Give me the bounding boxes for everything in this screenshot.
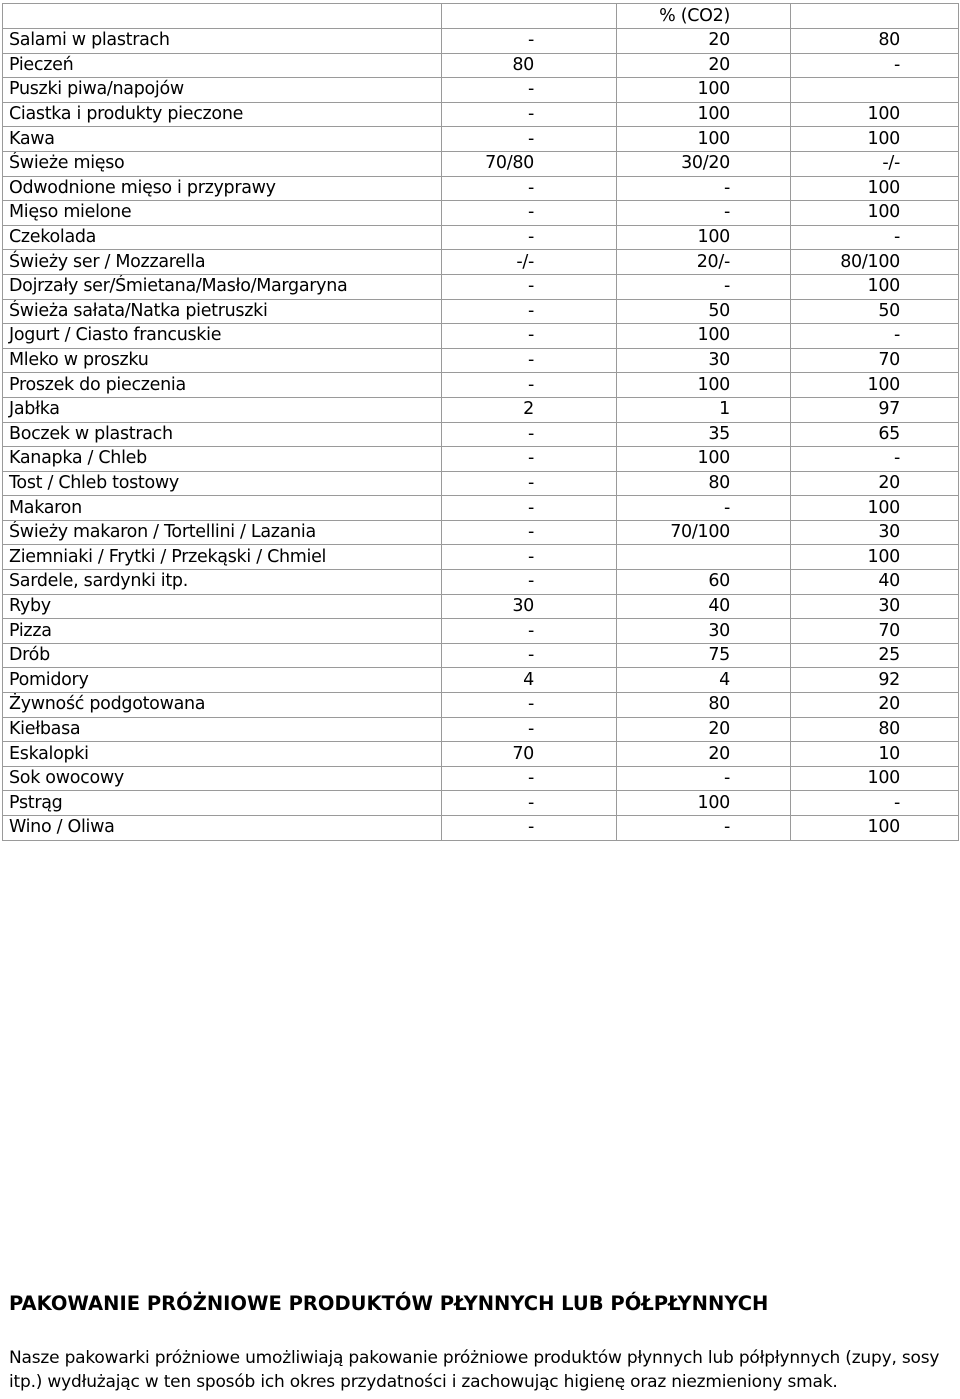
product-name-cell: Boczek w plastrach [3, 422, 442, 447]
value-cell-col3: - [791, 447, 959, 472]
value-cell-col3: - [791, 225, 959, 250]
product-name-cell: Sardele, sardynki itp. [3, 570, 442, 595]
value-cell-col3: 92 [791, 668, 959, 693]
table-row [3, 594, 959, 619]
product-name-cell: Świeży ser / Mozzarella [3, 250, 442, 275]
value-cell-col3 [791, 78, 959, 103]
value-cell-col1: - [442, 324, 617, 349]
value-cell-col1: - [442, 348, 617, 373]
value-cell-co2: 30 [617, 619, 791, 644]
value-cell-co2: 20 [617, 29, 791, 54]
value-cell-co2: - [617, 274, 791, 299]
value-cell-col3: 10 [791, 742, 959, 767]
value-cell-col3: 70 [791, 619, 959, 644]
table-row [3, 619, 959, 644]
value-cell-col1: - [442, 127, 617, 152]
value-cell-co2: 100 [617, 447, 791, 472]
value-cell-col3: 40 [791, 570, 959, 595]
value-cell-col1: - [442, 274, 617, 299]
table-row [3, 471, 959, 496]
value-cell-col3: 100 [791, 176, 959, 201]
value-cell-col1: - [442, 520, 617, 545]
table-row [3, 250, 959, 275]
value-cell-col1: - [442, 791, 617, 816]
value-cell-col3: 100 [791, 274, 959, 299]
value-cell-col3: 50 [791, 299, 959, 324]
product-name-cell: Pomidory [3, 668, 442, 693]
value-cell-co2: 1 [617, 397, 791, 422]
value-cell-col3: 25 [791, 643, 959, 668]
value-cell-col1: - [442, 545, 617, 570]
table-row [3, 127, 959, 152]
value-cell-col3: 100 [791, 496, 959, 521]
value-cell-co2: 70/100 [617, 520, 791, 545]
value-cell-co2: 100 [617, 225, 791, 250]
table-row [3, 668, 959, 693]
value-cell-col1: -/- [442, 250, 617, 275]
value-cell-col3: 80 [791, 29, 959, 54]
value-cell-co2: 100 [617, 102, 791, 127]
value-cell-col3: - [791, 53, 959, 78]
table-row [3, 643, 959, 668]
product-name-cell: Świeży makaron / Tortellini / Lazania [3, 520, 442, 545]
value-cell-co2: 100 [617, 127, 791, 152]
product-name-cell: Pieczeń [3, 53, 442, 78]
table-row [3, 447, 959, 472]
value-cell-col3: 100 [791, 373, 959, 398]
value-cell-col3: 100 [791, 545, 959, 570]
value-cell-co2: - [617, 176, 791, 201]
value-cell-col1: - [442, 29, 617, 54]
product-name-cell: Ziemniaki / Frytki / Przekąski / Chmiel [3, 545, 442, 570]
value-cell-col1: 80 [442, 53, 617, 78]
value-cell-col3: 97 [791, 397, 959, 422]
value-cell-col3: 100 [791, 201, 959, 226]
table-row [3, 274, 959, 299]
value-cell-co2: 100 [617, 324, 791, 349]
value-cell-col1: - [442, 201, 617, 226]
value-cell-co2 [617, 545, 791, 570]
value-cell-co2: 50 [617, 299, 791, 324]
table-row [3, 766, 959, 791]
product-name-cell: Wino / Oliwa [3, 816, 442, 841]
value-cell-col1: - [442, 717, 617, 742]
value-cell-col1: - [442, 373, 617, 398]
product-name-cell: Kanapka / Chleb [3, 447, 442, 472]
value-cell-col1: 30 [442, 594, 617, 619]
product-name-cell: Pstrąg [3, 791, 442, 816]
value-cell-col1: 2 [442, 397, 617, 422]
value-cell-co2: 60 [617, 570, 791, 595]
value-cell-col1: - [442, 570, 617, 595]
product-name-cell: Ryby [3, 594, 442, 619]
table-row [3, 151, 959, 176]
table-row [3, 348, 959, 373]
product-name-cell: Mleko w proszku [3, 348, 442, 373]
value-cell-co2: 20 [617, 742, 791, 767]
value-cell-col1: 70/80 [442, 151, 617, 176]
table-row [3, 816, 959, 841]
table-row [3, 422, 959, 447]
value-cell-col1: - [442, 619, 617, 644]
value-cell-col1: - [442, 693, 617, 718]
product-name-cell: Proszek do pieczenia [3, 373, 442, 398]
product-name-cell: Świeże mięso [3, 151, 442, 176]
product-name-cell: Makaron [3, 496, 442, 521]
table-row [3, 545, 959, 570]
product-name-cell: Drób [3, 643, 442, 668]
table-row [3, 201, 959, 226]
value-cell-co2: 20 [617, 717, 791, 742]
table-row [3, 791, 959, 816]
section-title: PAKOWANIE PRÓŻNIOWE PRODUKTÓW PŁYNNYCH LUB PÓŁPŁYNNYCH [9, 1292, 769, 1315]
table-row [3, 324, 959, 349]
header-cell-col1 [442, 4, 617, 29]
table-row [3, 53, 959, 78]
value-cell-col1: - [442, 422, 617, 447]
section-text: Nasze pakowarki próżniowe umożliwiają pakowanie próżniowe produktów płynnych lub półpłynnych (zupy, sosy itp.) wydłużając w ten sposób ich okres przydatności i zachowując higienę oraz niezmieniony smak. [9, 1348, 940, 1392]
product-name-cell: Czekolada [3, 225, 442, 250]
product-name-cell: Pizza [3, 619, 442, 644]
table-row [3, 373, 959, 398]
table-row [3, 176, 959, 201]
value-cell-col1: - [442, 471, 617, 496]
value-cell-col1: - [442, 78, 617, 103]
product-name-cell: Puszki piwa/napojów [3, 78, 442, 103]
product-name-cell: Sok owocowy [3, 766, 442, 791]
liquid-packaging-section [9, 1290, 954, 1394]
value-cell-col1: - [442, 225, 617, 250]
value-cell-col3: 100 [791, 766, 959, 791]
value-cell-col3: -/- [791, 151, 959, 176]
value-cell-col3: 20 [791, 693, 959, 718]
value-cell-co2: 100 [617, 373, 791, 398]
value-cell-co2: 80 [617, 693, 791, 718]
value-cell-co2: 75 [617, 643, 791, 668]
value-cell-co2: - [617, 766, 791, 791]
table-row [3, 717, 959, 742]
table-row [3, 78, 959, 103]
product-name-cell: Ciastka i produkty pieczone [3, 102, 442, 127]
product-name-cell: Eskalopki [3, 742, 442, 767]
table-row [3, 496, 959, 521]
value-cell-col3: 65 [791, 422, 959, 447]
value-cell-col3: 30 [791, 594, 959, 619]
value-cell-co2: 40 [617, 594, 791, 619]
table-row [3, 397, 959, 422]
value-cell-col3: - [791, 324, 959, 349]
value-cell-co2: - [617, 201, 791, 226]
header-cell-co2: % (CO2) [617, 4, 791, 29]
table-row [3, 299, 959, 324]
value-cell-col1: - [442, 643, 617, 668]
value-cell-col3: 80/100 [791, 250, 959, 275]
value-cell-co2: 4 [617, 668, 791, 693]
table-row [3, 29, 959, 54]
value-cell-col3: 100 [791, 102, 959, 127]
product-name-cell: Jogurt / Ciasto francuskie [3, 324, 442, 349]
value-cell-co2: 100 [617, 791, 791, 816]
value-cell-co2: 20/- [617, 250, 791, 275]
value-cell-col3: 20 [791, 471, 959, 496]
value-cell-col3: 80 [791, 717, 959, 742]
product-name-cell: Odwodnione mięso i przyprawy [3, 176, 442, 201]
table-header-row [3, 4, 959, 29]
value-cell-col1: - [442, 102, 617, 127]
value-cell-co2: 100 [617, 78, 791, 103]
value-cell-col1: 70 [442, 742, 617, 767]
value-cell-col1: - [442, 766, 617, 791]
value-cell-co2: - [617, 816, 791, 841]
value-cell-col1: - [442, 299, 617, 324]
value-cell-col3: - [791, 791, 959, 816]
value-cell-col3: 30 [791, 520, 959, 545]
value-cell-col3: 100 [791, 127, 959, 152]
table-row [3, 570, 959, 595]
product-name-cell: Salami w plastrach [3, 29, 442, 54]
value-cell-col1: - [442, 447, 617, 472]
product-name-cell: Jabłka [3, 397, 442, 422]
product-name-cell: Dojrzały ser/Śmietana/Masło/Margaryna [3, 274, 442, 299]
value-cell-co2: 30/20 [617, 151, 791, 176]
product-name-cell: Żywność podgotowana [3, 693, 442, 718]
product-name-cell: Świeża sałata/Natka pietruszki [3, 299, 442, 324]
value-cell-co2: 20 [617, 53, 791, 78]
header-cell-product [3, 4, 442, 29]
table-row [3, 520, 959, 545]
table-row [3, 742, 959, 767]
value-cell-col3: 100 [791, 816, 959, 841]
product-name-cell: Kiełbasa [3, 717, 442, 742]
product-name-cell: Tost / Chleb tostowy [3, 471, 442, 496]
value-cell-co2: 80 [617, 471, 791, 496]
value-cell-co2: 30 [617, 348, 791, 373]
table-row [3, 225, 959, 250]
table-row [3, 693, 959, 718]
table-row [3, 102, 959, 127]
product-name-cell: Mięso mielone [3, 201, 442, 226]
value-cell-col1: - [442, 176, 617, 201]
gas-mixture-table [2, 3, 959, 841]
header-cell-col3 [791, 4, 959, 29]
value-cell-co2: - [617, 496, 791, 521]
value-cell-col1: - [442, 496, 617, 521]
value-cell-co2: 35 [617, 422, 791, 447]
value-cell-col1: - [442, 816, 617, 841]
value-cell-col1: 4 [442, 668, 617, 693]
value-cell-col3: 70 [791, 348, 959, 373]
product-name-cell: Kawa [3, 127, 442, 152]
